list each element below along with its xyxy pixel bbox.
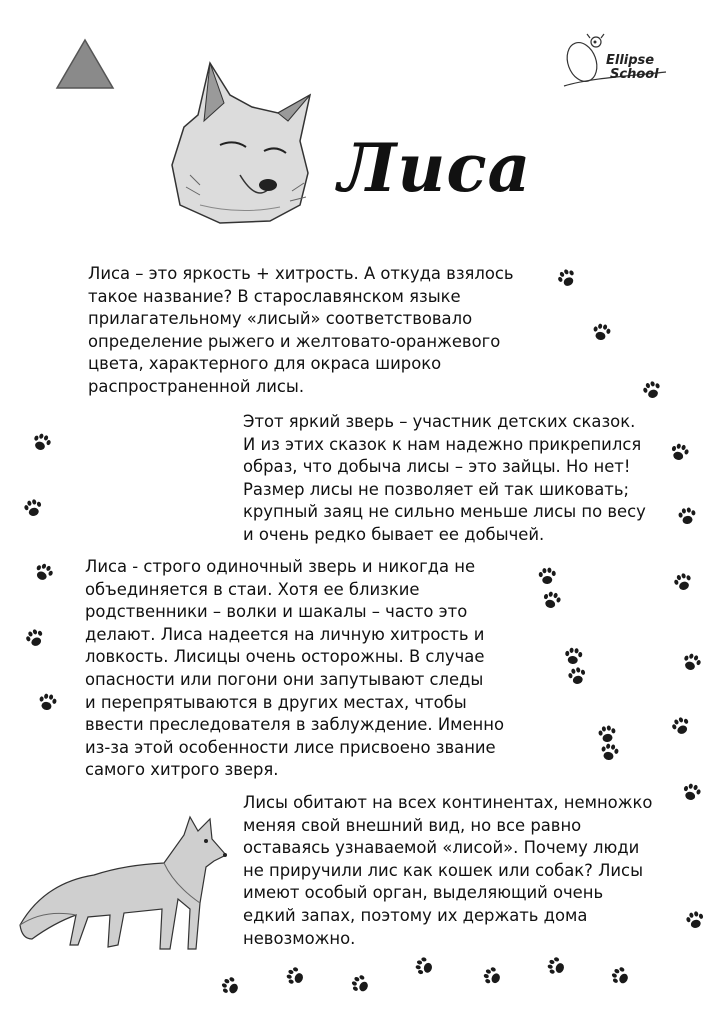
paw-print-icon <box>598 742 620 764</box>
paw-print-icon <box>566 666 588 688</box>
paw-print-icon <box>220 976 242 998</box>
paragraph-origin-of-name <box>88 263 514 399</box>
paw-print-icon <box>670 716 692 738</box>
text-line: образ, что добыча лисы – это зайцы. Но нет! <box>243 457 631 477</box>
paw-print-icon <box>556 268 578 290</box>
paw-print-icon <box>414 956 436 978</box>
paw-print-icon <box>668 442 690 464</box>
paw-print-icon <box>680 782 702 804</box>
text-line: делают. Лиса надеется на личную хитрость и <box>85 624 485 644</box>
paw-print-icon <box>562 646 584 668</box>
text-line: прилагательному «лисый» соответствовало <box>88 309 473 329</box>
paw-print-icon <box>285 966 307 988</box>
page-title: Лиса <box>338 129 532 207</box>
text-line: распространенной лисы. <box>88 376 305 396</box>
text-line: имеют особый орган, выделяющий очень <box>243 883 604 903</box>
paw-print-icon <box>32 562 54 584</box>
text-line: родственники – волки и шакалы – часто это <box>85 602 468 622</box>
text-line: объединяется в стаи. Хотя ее близкие <box>85 579 420 599</box>
paw-print-icon <box>676 506 698 528</box>
paw-print-icon <box>482 966 504 988</box>
paw-print-icon <box>610 966 632 988</box>
text-line: Лисы обитают на всех континентах, немножко <box>243 793 653 812</box>
fox-head-illustration <box>160 55 320 225</box>
logo-text-ellipse: Ellipse <box>606 53 655 68</box>
text-line: ловкость. Лисицы очень осторожны. В случае <box>85 647 485 667</box>
text-line: Лиса - строго одиночный зверь и никогда не <box>85 557 476 576</box>
text-line: и очень редко бывает ее добычей. <box>243 524 545 544</box>
ellipse-school-logo <box>560 32 670 92</box>
text-line: из-за этой особенности лисе присвоено звание <box>85 737 496 757</box>
text-line: определение рыжего и желтовато-оранжевого <box>88 331 501 351</box>
text-line: и перепрятываются в других местах, чтобы <box>85 692 467 712</box>
text-line: Размер лисы не позволяет ей так шиковать; <box>243 479 629 499</box>
text-line: опасности или погони они запутывают следы <box>85 669 484 689</box>
paragraph-habitat <box>243 792 652 950</box>
paw-print-icon <box>24 628 46 650</box>
paw-print-icon <box>540 590 562 612</box>
text-line: И из этих сказок к нам надежно прикрепился <box>243 434 642 454</box>
text-line: невозможно. <box>243 928 356 948</box>
text-line: Этот яркий зверь – участник детских сказок. <box>243 412 636 431</box>
logo-text-school: School <box>610 67 659 82</box>
text-line: ввести преследователя в заблуждение. Именно <box>85 715 504 735</box>
text-line: крупный заяц не сильно меньше лисы по весу <box>243 502 646 522</box>
text-line: самого хитрого зверя. <box>85 760 279 780</box>
paw-print-icon <box>36 692 58 714</box>
paw-print-icon <box>350 974 372 996</box>
paw-print-icon <box>30 432 52 454</box>
triangle-icon <box>55 38 115 90</box>
paw-print-icon <box>546 956 568 978</box>
text-line: Лиса – это яркость + хитрость. А откуда взялось <box>88 264 514 283</box>
paragraph-solitary-animal <box>85 556 504 782</box>
fox-body-illustration <box>14 805 229 955</box>
text-line: едкий запах, поэтому их держать дома <box>243 905 588 925</box>
text-line: оставаясь узнаваемой «лисой». Почему люди <box>243 838 640 858</box>
text-line: цвета, характерного для окраса широко <box>88 354 442 374</box>
paw-print-icon <box>536 566 558 588</box>
paragraph-fairy-tales <box>243 411 646 547</box>
text-line: не приручили лис как кошек или собак? Лисы <box>243 860 644 880</box>
paw-print-icon <box>590 322 612 344</box>
paw-print-icon <box>22 498 44 520</box>
text-line: такое название? В старославянском языке <box>88 286 461 306</box>
paw-print-icon <box>641 380 663 402</box>
paw-print-icon <box>672 572 694 594</box>
paw-print-icon <box>680 652 702 674</box>
text-line: меняя свой внешний вид, но все равно <box>243 815 582 835</box>
paw-print-icon <box>684 910 706 932</box>
